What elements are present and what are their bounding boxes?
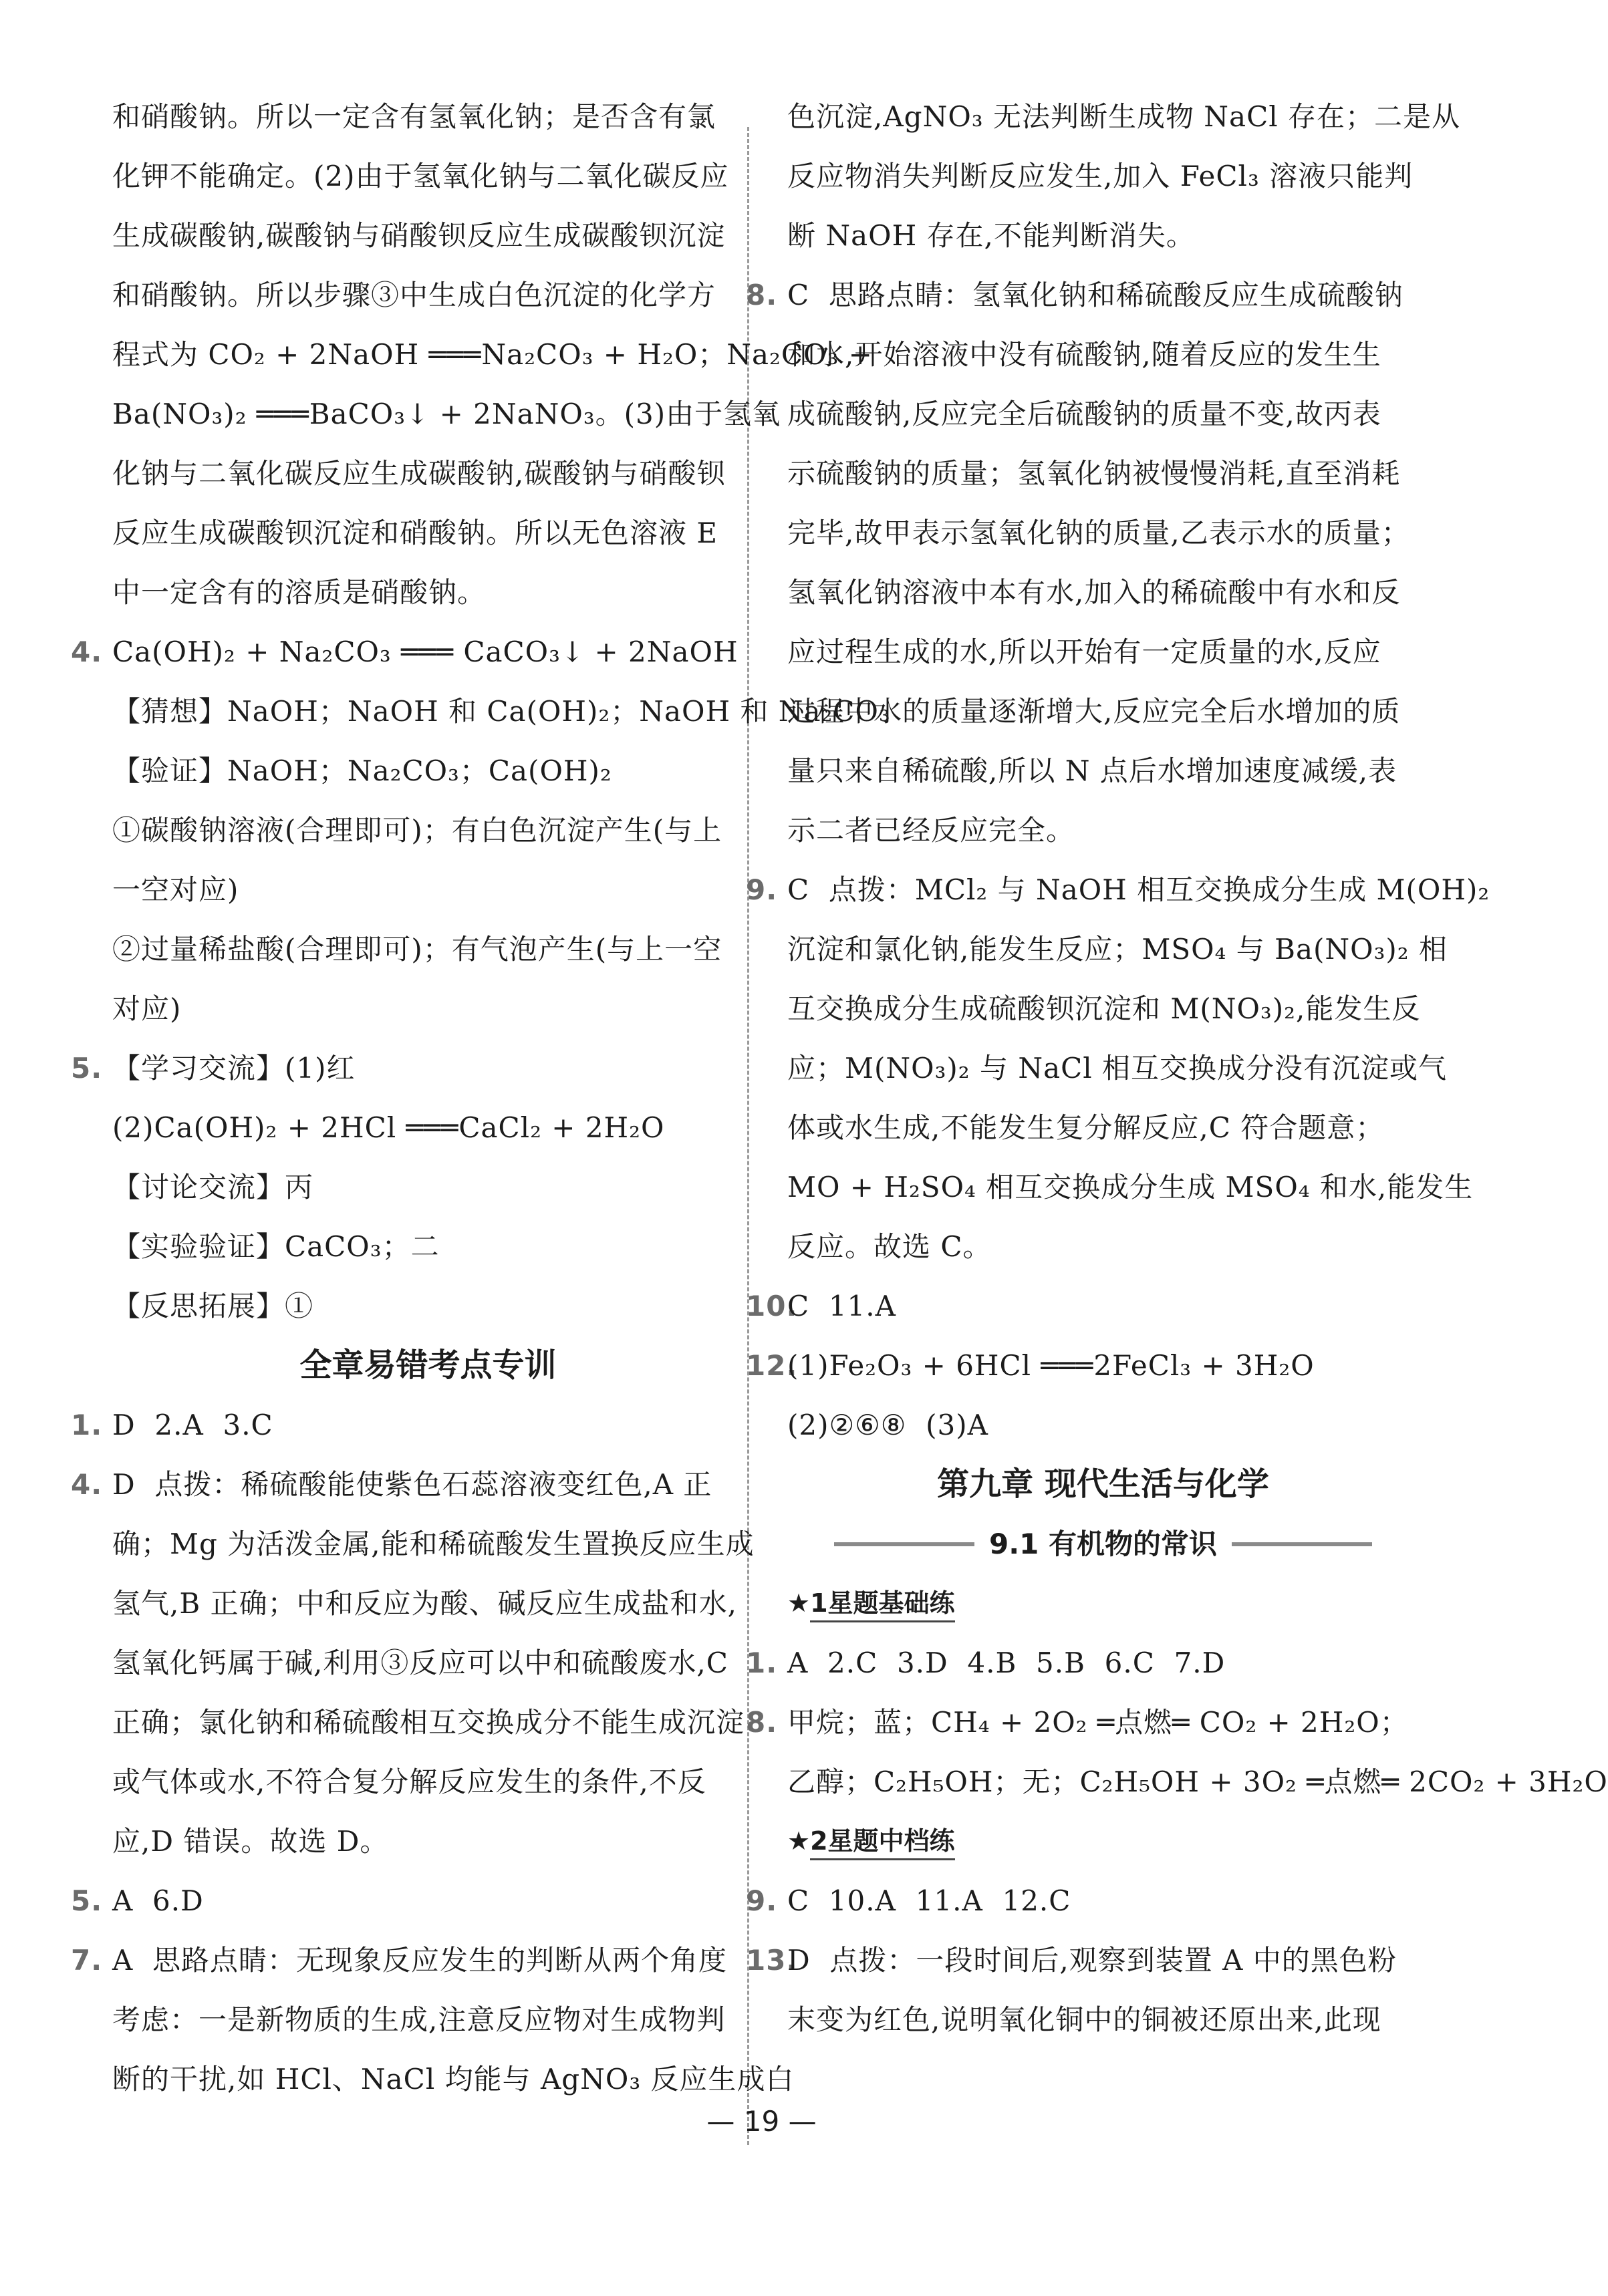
line-text: 和硝酸钠。所以步骤③中生成白色沉淀的化学方 — [112, 279, 716, 311]
line-text: 反应物消失判断反应发生,加入 FeCl₃ 溶液只能判 — [787, 160, 1414, 192]
text-line — [112, 325, 873, 384]
line-text: 【讨论交流】丙 — [112, 1171, 314, 1203]
text-line — [112, 682, 891, 741]
line-text: 生成碳酸钠,碳酸钠与硝酸钡反应生成碳酸钡沉淀 — [112, 219, 726, 252]
level-heading — [787, 1812, 1419, 1871]
line-text: 氢氧化钙属于碱,利用③反应可以中和硫酸废水,C — [112, 1646, 728, 1679]
text-line — [112, 444, 744, 503]
line-text: 或气体或水,不符合复分解反应发生的条件,不反 — [112, 1765, 706, 1798]
line-text: 完毕,故甲表示氢氧化钠的质量,乙表示水的质量； — [787, 517, 1410, 549]
line-text: 过程中水的质量逐渐增大,反应完全后水增加的质 — [787, 695, 1401, 728]
text-line — [787, 1990, 1419, 2049]
section-title: 第九章 现代生活与化学 — [937, 1465, 1269, 1503]
right-column — [746, 87, 1608, 2049]
text-line — [71, 622, 744, 682]
question-number: 1. — [71, 1409, 103, 1441]
text-line — [112, 503, 744, 563]
page-number: — 19 — — [706, 2105, 817, 2138]
line-text: 正确；氯化钠和稀硫酸相互交换成分不能生成沉淀 — [112, 1706, 745, 1739]
line-text: (2)Ca(OH)₂ + 2HCl ═══CaCl₂ + 2H₂O — [112, 1111, 665, 1144]
text-line — [112, 206, 744, 265]
line-text: 量只来自稀硫酸,所以 N 点后水增加速度减缓,表 — [787, 754, 1397, 787]
line-text: C 11.A — [787, 1290, 896, 1322]
title-rule — [1232, 1542, 1372, 1546]
text-line — [112, 741, 744, 801]
line-text: A 6.D — [112, 1884, 204, 1917]
text-line — [71, 1038, 744, 1098]
line-text: Ca(OH)₂ + Na₂CO₃ ═══ CaCO₃↓ + 2NaOH — [112, 635, 739, 668]
question-number: 4. — [71, 1468, 103, 1501]
line-text: 氢气,B 正确；中和反应为酸、碱反应生成盐和水, — [112, 1587, 737, 1620]
line-text: C 点拨：MCl₂ 与 NaOH 相互交换成分生成 M(OH)₂ — [787, 873, 1490, 906]
line-text: 示硫酸钠的质量；氢氧化钠被慢慢消耗,直至消耗 — [787, 457, 1401, 490]
text-line — [746, 1871, 1419, 1930]
text-line — [112, 1514, 755, 1574]
text-line — [112, 265, 744, 325]
line-text: D 点拨：一段时间后,观察到装置 A 中的黑色粉 — [787, 1944, 1397, 1977]
text-line — [112, 1217, 744, 1276]
line-text: (1)Fe₂O₃ + 6HCl ═══2FeCl₃ + 3H₂O — [787, 1349, 1315, 1382]
text-line — [112, 1157, 744, 1217]
line-text: 末变为红色,说明氧化铜中的铜被还原出来,此现 — [787, 2003, 1381, 2036]
text-line — [112, 860, 744, 919]
star-icon: ★ — [787, 1826, 811, 1856]
text-line — [71, 1930, 744, 1990]
text-line — [112, 1693, 744, 1752]
line-text: Ba(NO₃)₂ ═══BaCO₃↓ + 2NaNO₃。(3)由于氢氧 — [112, 398, 781, 430]
text-line — [71, 1871, 744, 1930]
text-line — [112, 1276, 744, 1336]
line-text: 应；M(NO₃)₂ 与 NaCl 相互交换成分没有沉淀或气 — [787, 1052, 1448, 1085]
line-text: 化钾不能确定。(2)由于氢氧化钠与二氧化碳反应 — [112, 160, 729, 192]
text-line — [787, 563, 1419, 622]
line-text: C 10.A 11.A 12.C — [787, 1884, 1071, 1917]
text-line — [787, 206, 1419, 265]
line-text: 示二者已经反应完全。 — [787, 814, 1075, 847]
text-line — [746, 265, 1419, 325]
line-text: 应,D 错误。故选 D。 — [112, 1825, 389, 1858]
text-line — [787, 1395, 1419, 1455]
line-text: MO + H₂SO₄ 相互交换成分生成 MSO₄ 和水,能发生 — [787, 1171, 1474, 1203]
question-number: 9. — [746, 1884, 778, 1917]
text-line — [746, 1930, 1419, 1990]
question-number: 8. — [746, 1706, 778, 1739]
line-text: 对应) — [112, 992, 182, 1025]
text-line — [787, 979, 1419, 1038]
text-line — [787, 1217, 1419, 1276]
line-text: 沉淀和氯化钠,能发生反应；MSO₄ 与 Ba(NO₃)₂ 相 — [787, 933, 1448, 966]
line-text: 【学习交流】(1)红 — [112, 1052, 356, 1085]
line-text: 【反思拓展】① — [112, 1290, 314, 1322]
line-text: A 2.C 3.D 4.B 5.B 6.C 7.D — [787, 1646, 1226, 1679]
text-line — [787, 622, 1419, 682]
subsection-title — [787, 1514, 1419, 1574]
level-label: 1星题基础练 — [810, 1588, 954, 1622]
level-heading — [787, 1574, 1419, 1633]
line-text: 色沉淀,AgNO₃ 无法判断生成物 NaCl 存在；二是从 — [787, 100, 1460, 133]
line-text: 甲烷；蓝；CH₄ + 2O₂ ═点燃═ CO₂ + 2H₂O； — [787, 1706, 1409, 1739]
line-text: 和硝酸钠。所以一定含有氢氧化钠；是否含有氯 — [112, 100, 716, 133]
line-text: 反应。故选 C。 — [787, 1230, 992, 1263]
star-icon: ★ — [787, 1588, 811, 1618]
text-line — [112, 563, 744, 622]
question-number: 5. — [71, 1884, 103, 1917]
text-line — [112, 1812, 744, 1871]
question-number: 13. — [746, 1944, 798, 1977]
text-line — [787, 325, 1419, 384]
text-line — [787, 1752, 1608, 1812]
text-line — [71, 1395, 744, 1455]
line-text: 应过程生成的水,所以开始有一定质量的水,反应 — [787, 635, 1381, 668]
line-text: 和水,开始溶液中没有硫酸钠,随着反应的发生生 — [787, 338, 1381, 371]
text-line — [787, 1157, 1474, 1217]
text-line — [787, 146, 1419, 206]
text-line — [71, 1455, 744, 1514]
text-line — [787, 87, 1460, 146]
text-line — [787, 919, 1448, 979]
text-line — [787, 384, 1419, 444]
line-text: 【实验验证】CaCO₃；二 — [112, 1230, 440, 1263]
title-rule — [834, 1542, 974, 1546]
line-text: D 2.A 3.C — [112, 1409, 273, 1441]
line-text: ①碳酸钠溶液(合理即可)；有白色沉淀产生(与上 — [112, 814, 722, 847]
subsection-label: 9.1 有机物的常识 — [988, 1528, 1218, 1560]
text-line — [112, 1633, 744, 1693]
line-text: 乙醇；C₂H₅OH；无；C₂H₅OH + 3O₂ ═点燃═ 2CO₂ + 3H₂O — [787, 1765, 1608, 1798]
text-line — [746, 1633, 1419, 1693]
line-text: 程式为 CO₂ + 2NaOH ═══Na₂CO₃ + H₂O；Na₂CO₃ + — [112, 338, 873, 371]
text-line — [787, 1038, 1448, 1098]
line-text: 体或水生成,不能发生复分解反应,C 符合题意； — [787, 1111, 1385, 1144]
question-number: 12. — [746, 1349, 798, 1382]
level-label: 2星题中档练 — [810, 1826, 954, 1860]
question-number: 9. — [746, 873, 778, 906]
text-line — [787, 682, 1419, 741]
line-text: 考虑：一是新物质的生成,注意反应物对生成物判 — [112, 2003, 726, 2036]
line-text: 断 NaOH 存在,不能判断消失。 — [787, 219, 1195, 252]
text-line — [746, 1276, 1419, 1336]
line-text: C 思路点睛：氢氧化钠和稀硫酸反应生成硫酸钠 — [787, 279, 1403, 311]
line-text: D 点拨：稀硫酸能使紫色石蕊溶液变红色,A 正 — [112, 1468, 712, 1501]
question-number: 7. — [71, 1944, 103, 1977]
question-number: 5. — [71, 1052, 103, 1085]
line-text: ②过量稀盐酸(合理即可)；有气泡产生(与上一空 — [112, 933, 722, 966]
text-line — [112, 1574, 744, 1633]
text-line — [746, 1693, 1419, 1752]
line-text: (2)②⑥⑧ (3)A — [787, 1409, 988, 1441]
line-text: 【验证】NaOH；Na₂CO₃；Ca(OH)₂ — [112, 754, 612, 787]
line-text: 确；Mg 为活泼金属,能和稀硫酸发生置换反应生成 — [112, 1528, 755, 1560]
text-line — [787, 503, 1419, 563]
text-line — [112, 2049, 795, 2109]
line-text: 互交换成分生成硫酸钡沉淀和 M(NO₃)₂,能发生反 — [787, 992, 1421, 1025]
line-text: 氢氧化钠溶液中本有水,加入的稀硫酸中有水和反 — [787, 576, 1401, 609]
text-line — [112, 1752, 744, 1812]
line-text: 成硫酸钠,反应完全后硫酸钠的质量不变,故丙表 — [787, 398, 1381, 430]
line-text: 反应生成碳酸钡沉淀和硝酸钠。所以无色溶液 E — [112, 517, 718, 549]
text-line — [787, 801, 1419, 860]
line-text: 中一定含有的溶质是硝酸钠。 — [112, 576, 487, 609]
text-line — [787, 444, 1419, 503]
text-line — [112, 87, 744, 146]
text-line — [112, 979, 744, 1038]
text-line — [787, 1098, 1419, 1157]
text-line — [112, 384, 781, 444]
question-number: 10. — [746, 1290, 798, 1322]
section-title: 全章易错考点专训 — [299, 1346, 557, 1384]
question-number: 4. — [71, 635, 103, 668]
text-line — [112, 801, 744, 860]
line-text: 断的干扰,如 HCl、NaCl 均能与 AgNO₃ 反应生成白 — [112, 2063, 795, 2096]
line-text: A 思路点睛：无现象反应发生的判断从两个角度 — [112, 1944, 728, 1977]
question-number: 8. — [746, 279, 778, 311]
line-text: 一空对应) — [112, 873, 239, 906]
text-line — [787, 741, 1419, 801]
text-line — [746, 1336, 1419, 1395]
text-line — [746, 860, 1490, 919]
text-line — [112, 146, 744, 206]
text-line — [112, 1098, 744, 1157]
line-text: 【猜想】NaOH；NaOH 和 Ca(OH)₂；NaOH 和 Na₂CO₃ — [112, 695, 891, 728]
question-number: 1. — [746, 1646, 778, 1679]
text-line — [112, 919, 744, 979]
line-text: 化钠与二氧化碳反应生成碳酸钠,碳酸钠与硝酸钡 — [112, 457, 726, 490]
text-line — [112, 1990, 744, 2049]
